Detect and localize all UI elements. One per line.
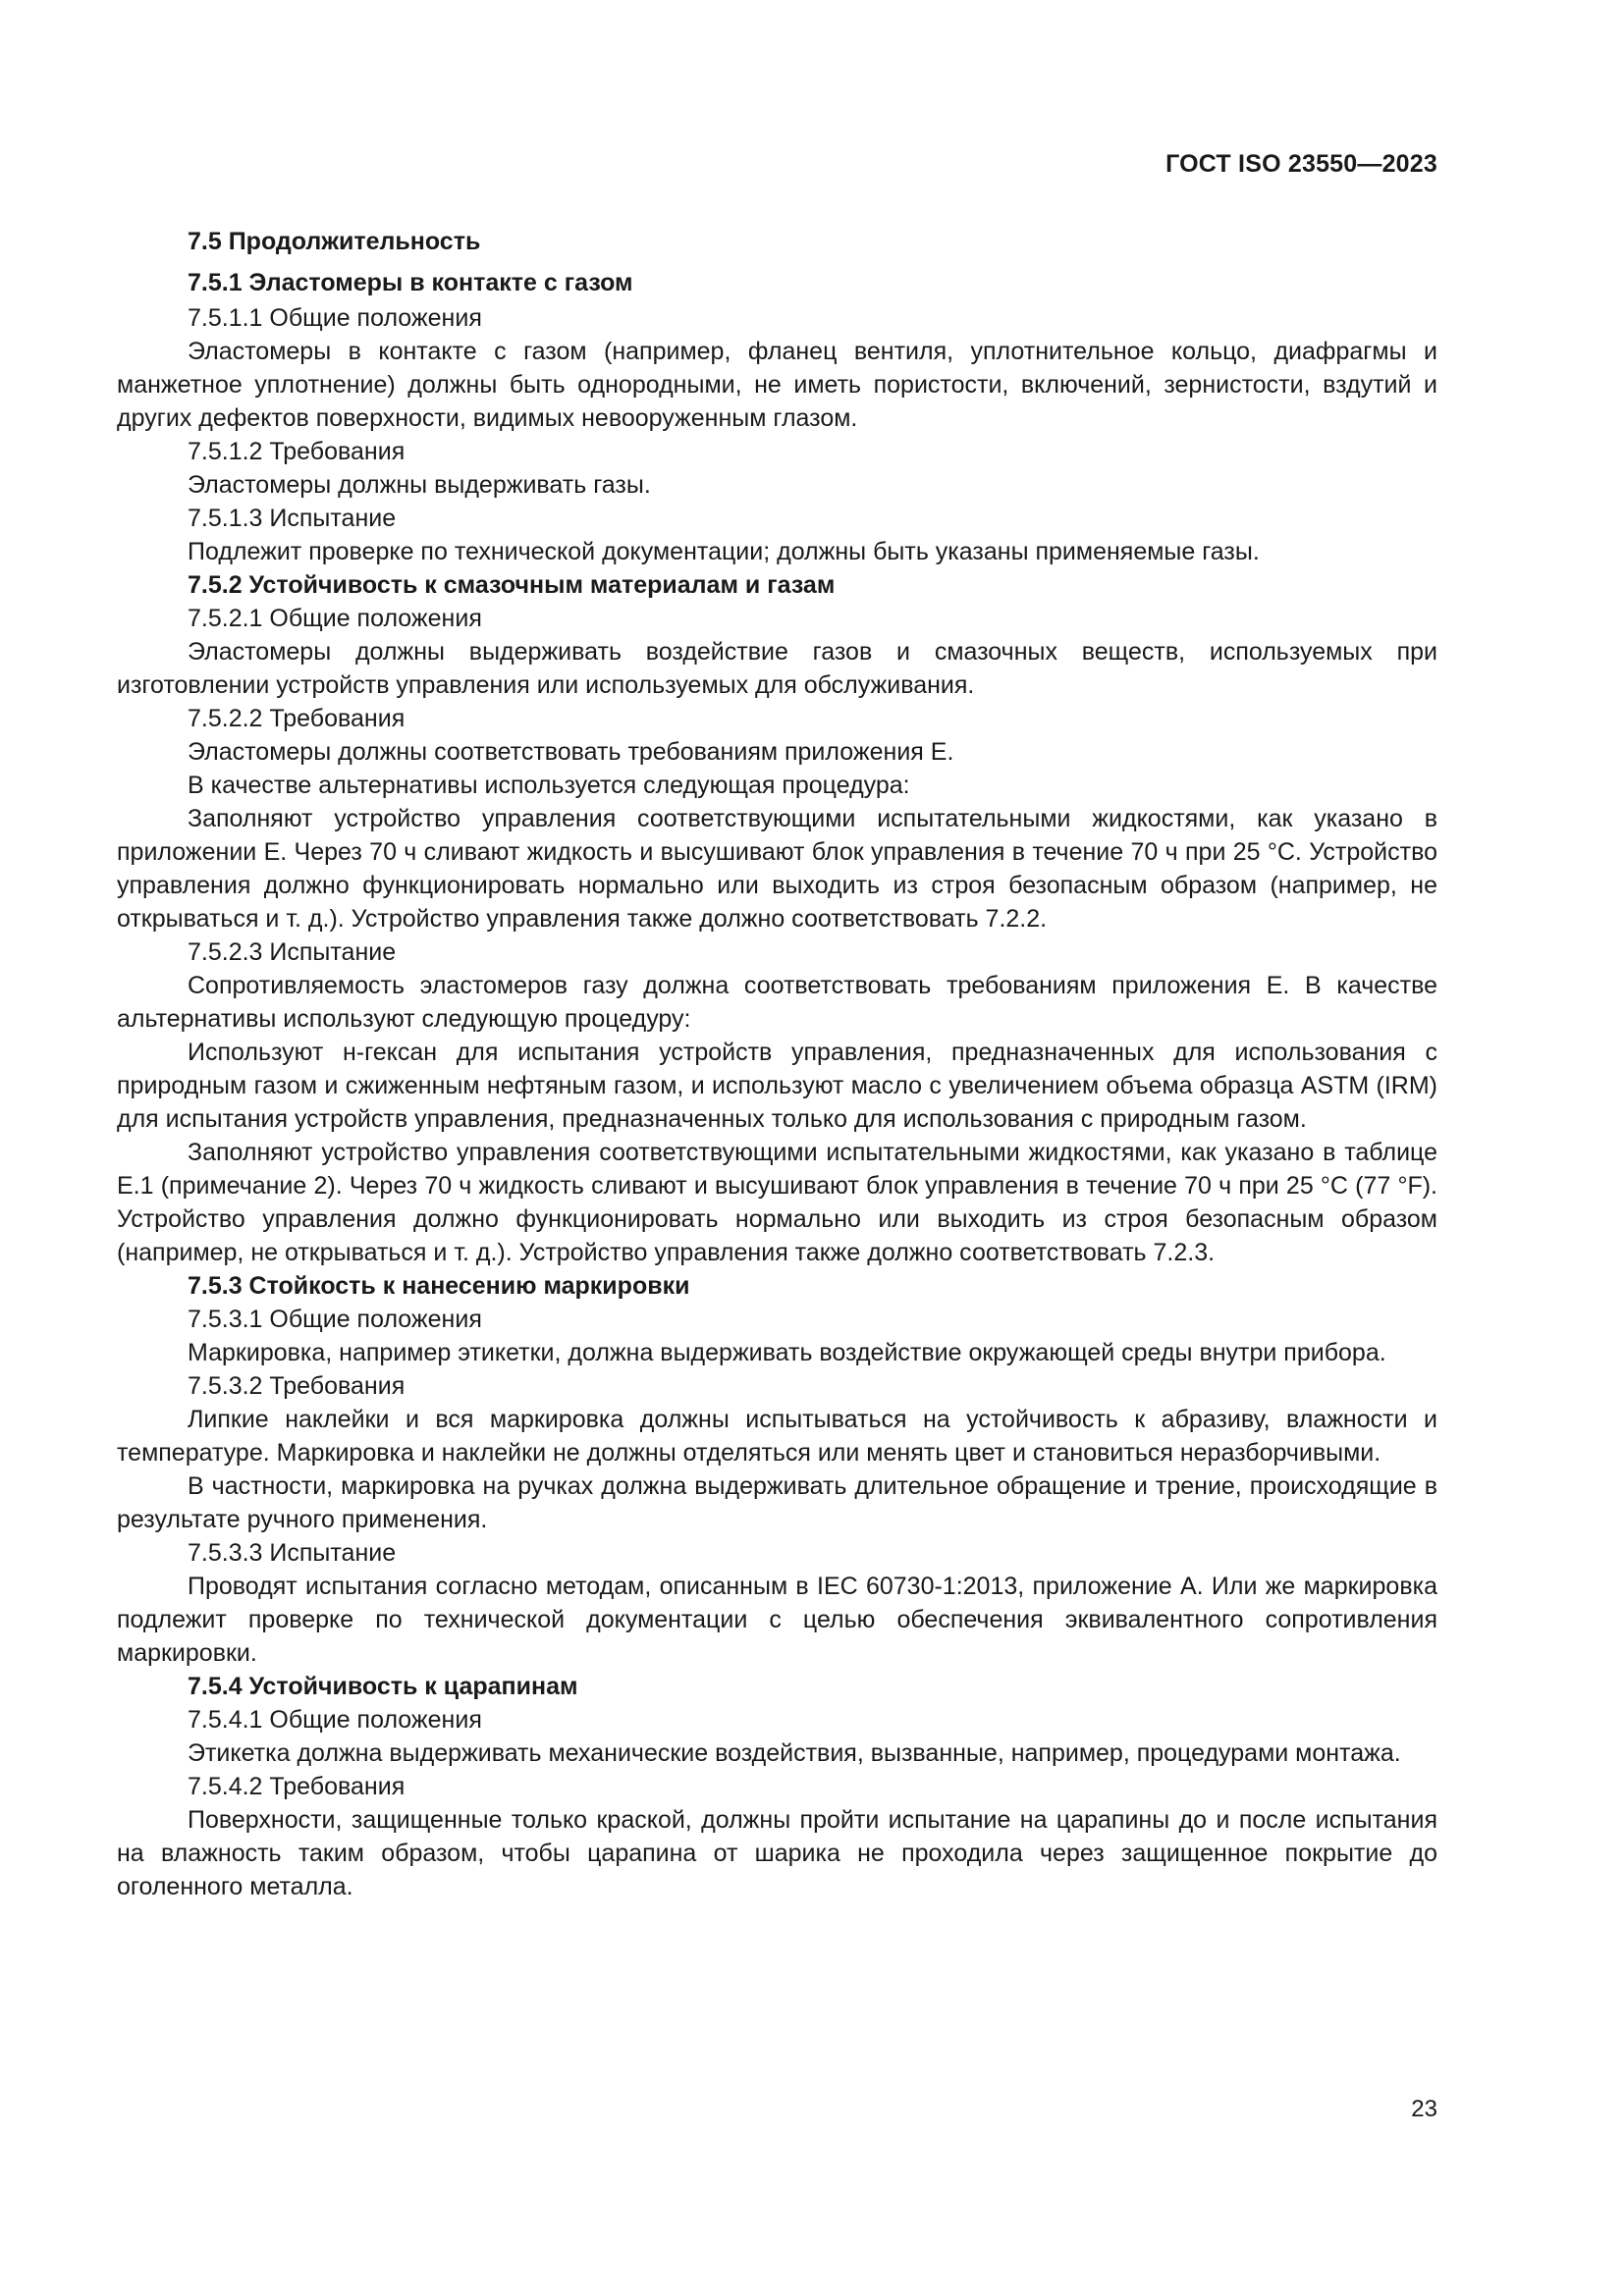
clause-heading: 7.5.3.3 Испытание xyxy=(188,1539,397,1567)
body-paragraph: Поверхности, защищенные только краской, должны пройти испытание на царапины до и после испытания на влажность таким образом, чтобы царапина от шарика не проходила через защищенное покрытие до оголенного металла. xyxy=(117,1806,1437,1900)
body-paragraph: Липкие наклейки и вся маркировка должны испытываться на устойчивость к абразиву, влажности и температуре. Маркировка и наклейки не должны отделяться или менять цвет и становиться неразборчивыми. xyxy=(117,1406,1437,1467)
document-body xyxy=(117,225,1437,1903)
clause-heading: 7.5.1.1 Общие положения xyxy=(188,304,482,332)
page-number: 23 xyxy=(1411,2096,1437,2122)
body-paragraph: В качестве альтернативы используется следующая процедура: xyxy=(188,772,910,799)
body-paragraph: Эластомеры должны выдерживать газы. xyxy=(188,471,651,499)
clause-heading: 7.5.3.2 Требования xyxy=(188,1372,406,1400)
section-heading: 7.5 Продолжительность xyxy=(188,228,481,255)
clause-heading: 7.5.1.3 Испытание xyxy=(188,505,397,532)
clause-heading: 7.5.2.1 Общие положения xyxy=(188,605,482,632)
body-paragraph: Используют н-гексан для испытания устройств управления, предназначенных для использования с природным газом и сжиженным нефтяным газом, и используют масло с увеличением объема образца ASTM (IRM) для испытания устройств управления, предназначенных только для использования с природным газом. xyxy=(117,1039,1437,1133)
subsection-heading: 7.5.1 Эластомеры в контакте с газом xyxy=(188,269,633,296)
subsection-heading: 7.5.2 Устойчивость к смазочным материалам и газам xyxy=(188,571,836,599)
body-paragraph: Этикетка должна выдерживать механические воздействия, вызванные, например, процедурами монтажа. xyxy=(188,1739,1401,1767)
clause-heading: 7.5.4.1 Общие положения xyxy=(188,1706,482,1734)
body-paragraph: Подлежит проверке по технической документации; должны быть указаны применяемые газы. xyxy=(188,538,1260,565)
clause-heading: 7.5.3.1 Общие положения xyxy=(188,1306,482,1333)
body-paragraph: Заполняют устройство управления соответствующими испытательными жидкостями, как указано в приложении Е. Через 70 ч сливают жидкость и высушивают блок управления в течение 70 ч при 25 °С. Устройство управления должно функционировать нормально или выходить из строя безопасным образом (например, не открываться и т. д.). Устройство управления также должно соответствовать 7.2.2. xyxy=(117,805,1437,933)
clause-heading: 7.5.2.3 Испытание xyxy=(188,938,397,966)
clause-heading: 7.5.2.2 Требования xyxy=(188,705,406,732)
clause-heading: 7.5.1.2 Требования xyxy=(188,438,406,465)
body-paragraph: Проводят испытания согласно методам, описанным в IEC 60730-1:2013, приложение А. Или же маркировка подлежит проверке по технической документации с целью обеспечения эквивалентного сопротивления маркировки. xyxy=(117,1573,1437,1667)
body-paragraph: Сопротивляемость эластомеров газу должна соответствовать требованиям приложения Е. В качестве альтернативы используют следующую процедуру: xyxy=(117,972,1437,1033)
body-paragraph: Эластомеры должны соответствовать требованиям приложения Е. xyxy=(188,738,954,766)
body-paragraph: Маркировка, например этикетки, должна выдерживать воздействие окружающей среды внутри прибора. xyxy=(188,1339,1386,1366)
subsection-heading: 7.5.4 Устойчивость к царапинам xyxy=(188,1673,578,1700)
body-paragraph: Эластомеры в контакте с газом (например, фланец вентиля, уплотнительное кольцо, диафрагмы и манжетное уплотнение) должны быть однородными, не иметь пористости, включений, зернистости, вздутий и других дефектов поверхности, видимых невооруженным глазом. xyxy=(117,338,1437,432)
document-number: ГОСТ ISO 23550—2023 xyxy=(1165,150,1437,178)
body-paragraph: Заполняют устройство управления соответствующими испытательными жидкостями, как указано в таблице Е.1 (примечание 2). Через 70 ч жидкость сливают и высушивают блок управления в течение 70 ч при 25 °С (77 °F). Устройство управления должно функционировать нормально или выходить из строя безопасным образом (например, не открываться и т. д.). Устройство управления также должно соответствовать 7.2.3. xyxy=(117,1139,1437,1266)
clause-heading: 7.5.4.2 Требования xyxy=(188,1773,406,1800)
subsection-heading: 7.5.3 Стойкость к нанесению маркировки xyxy=(188,1272,690,1300)
body-paragraph: В частности, маркировка на ручках должна выдерживать длительное обращение и трение, происходящие в результате ручного применения. xyxy=(117,1472,1437,1533)
body-paragraph: Эластомеры должны выдерживать воздействие газов и смазочных веществ, используемых при изготовлении устройств управления или используемых для обслуживания. xyxy=(117,638,1437,699)
